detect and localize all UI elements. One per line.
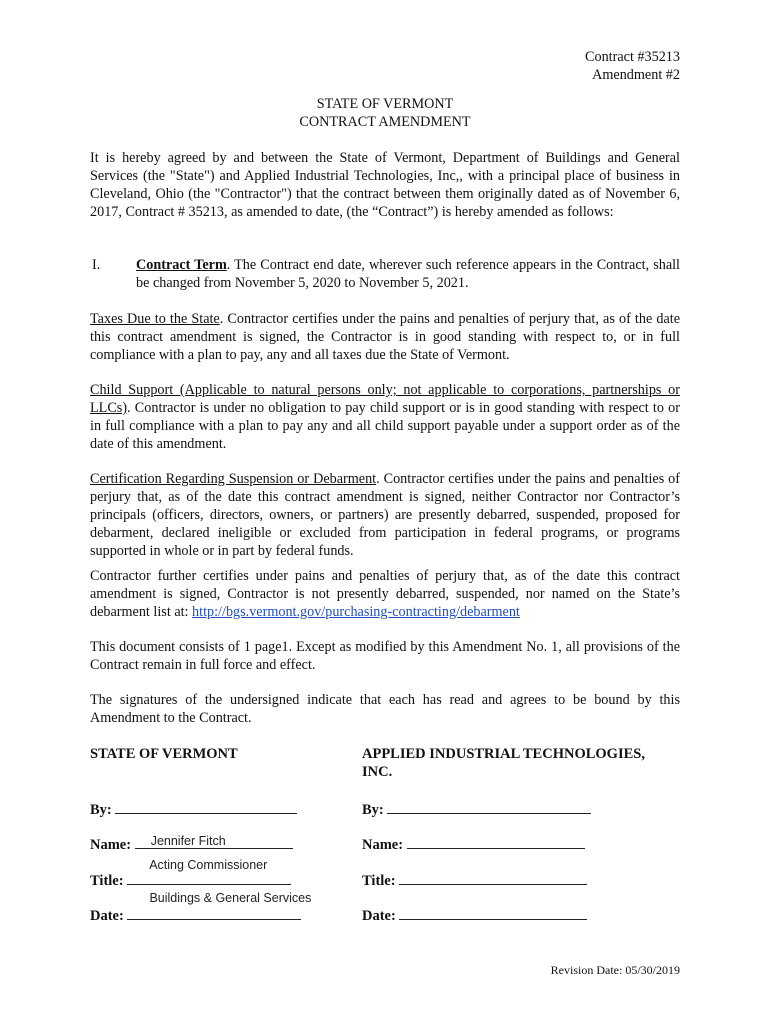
amendment-number: Amendment #2 bbox=[592, 67, 680, 83]
consists-paragraph: This document consists of 1 page1. Except as modified by this Amendment No. 1, all provisions of the Contract remain in full force and effect. bbox=[90, 639, 680, 673]
intro-paragraph: It is hereby agreed by and between the State of Vermont, Department of Buildings and General Services (the "State") and Applied Industrial Technologies, Inc,, with a principal place of business in Cleveland, Ohio (the "Contractor") that the contract between them originally dated as of November 6, 2017, Contract # 35213, as amended to date, (the “Contract”) is hereby amended as follows: bbox=[90, 150, 680, 220]
right-name-row bbox=[362, 834, 585, 854]
right-name-line[interactable] bbox=[407, 834, 585, 849]
right-signature-line[interactable] bbox=[387, 799, 591, 814]
left-party-name: STATE OF VERMONT bbox=[90, 746, 238, 762]
certification-text: . Contractor certifies under the pains and penalties of perjury that, as of the date this contract amendment is signed, neither Contractor nor Contractor’s principals (officers, directors, owners, or partners) are presently debarred, suspended, proposed for debarment, declared ineligible or excluded from participation in federal programs, or programs supported in whole or in part by federal funds. bbox=[90, 471, 680, 559]
child-support-text: . Contractor is under no obligation to pay child support or is in good standing with respect to or in full compliance with a plan to pay any and all child support payable under a support order as of the date of this amendment. bbox=[90, 400, 680, 452]
left-title-label: Title: bbox=[90, 873, 124, 889]
certification-paragraph bbox=[90, 470, 680, 560]
right-by-row bbox=[362, 799, 591, 819]
right-name-label: Name: bbox=[362, 837, 404, 853]
left-name-label: Name: bbox=[90, 837, 132, 853]
taxes-text: . Contractor certifies under the pains and penalties of perjury that, as of the date this contract amendment is signed, the Contractor is in good standing with respect to, or in full compliance with a plan to pay, any and all taxes due the State of Vermont. bbox=[90, 311, 680, 363]
debarment-list-link[interactable]: http://bgs.vermont.gov/purchasing-contracting/debarment bbox=[192, 604, 520, 620]
debarment-text: Contractor further certifies under pains and penalties of perjury that, as of the date this contract amendment is signed, Contractor is not presently debarred, suspended, nor named on the State’s debarment list at: bbox=[90, 568, 680, 620]
left-name-row bbox=[90, 834, 293, 854]
title-document: CONTRACT AMENDMENT bbox=[299, 114, 471, 130]
taxes-heading: Taxes Due to the State bbox=[90, 311, 220, 327]
left-date-row bbox=[90, 891, 312, 925]
contract-term-text: . The Contract end date, wherever such reference appears in the Contract, shall be changed from November 5, 2020 to November 5, 2021. bbox=[136, 257, 680, 291]
left-title-line[interactable] bbox=[127, 858, 291, 885]
item-numeral: I. bbox=[92, 257, 101, 273]
signer-name: Jennifer Fitch bbox=[150, 834, 226, 848]
right-date-label: Date: bbox=[362, 908, 396, 924]
left-date-line[interactable] bbox=[127, 891, 312, 920]
left-date-label: Date: bbox=[90, 908, 124, 924]
left-signature-line[interactable] bbox=[115, 799, 297, 814]
right-party-name-line2: INC. bbox=[362, 764, 393, 780]
debarment-paragraph bbox=[90, 567, 680, 621]
left-by-row bbox=[90, 799, 297, 819]
signer-title: Acting Commissioner bbox=[149, 858, 268, 872]
right-by-label: By: bbox=[362, 802, 384, 818]
right-date-line[interactable] bbox=[399, 905, 587, 920]
right-title-label: Title: bbox=[362, 873, 396, 889]
certification-heading: Certification Regarding Suspension or Debarment bbox=[90, 471, 377, 487]
left-title-row bbox=[90, 858, 291, 890]
revision-date: Revision Date: 05/30/2019 bbox=[550, 963, 680, 977]
left-by-label: By: bbox=[90, 802, 112, 818]
signatures-note: The signatures of the undersigned indicate that each has read and agrees to be bound by this Amendment to the Contract. bbox=[90, 692, 680, 726]
right-party-name-line1: APPLIED INDUSTRIAL TECHNOLOGIES, bbox=[362, 746, 645, 762]
contract-term-heading: Contract Term bbox=[136, 257, 227, 273]
child-support-heading: Child Support (Applicable to natural persons only; not applicable to corporations, partnerships or LLCs) bbox=[90, 382, 680, 416]
signer-department: Buildings & General Services bbox=[149, 891, 312, 905]
right-title-row bbox=[362, 870, 587, 890]
child-support-paragraph bbox=[90, 381, 680, 453]
taxes-paragraph bbox=[90, 310, 680, 364]
right-date-row bbox=[362, 905, 587, 925]
right-title-line[interactable] bbox=[399, 870, 587, 885]
title-state: STATE OF VERMONT bbox=[316, 96, 454, 112]
contract-number: Contract #35213 bbox=[585, 49, 680, 65]
left-name-line[interactable] bbox=[135, 834, 293, 849]
contract-term-paragraph bbox=[136, 256, 680, 292]
